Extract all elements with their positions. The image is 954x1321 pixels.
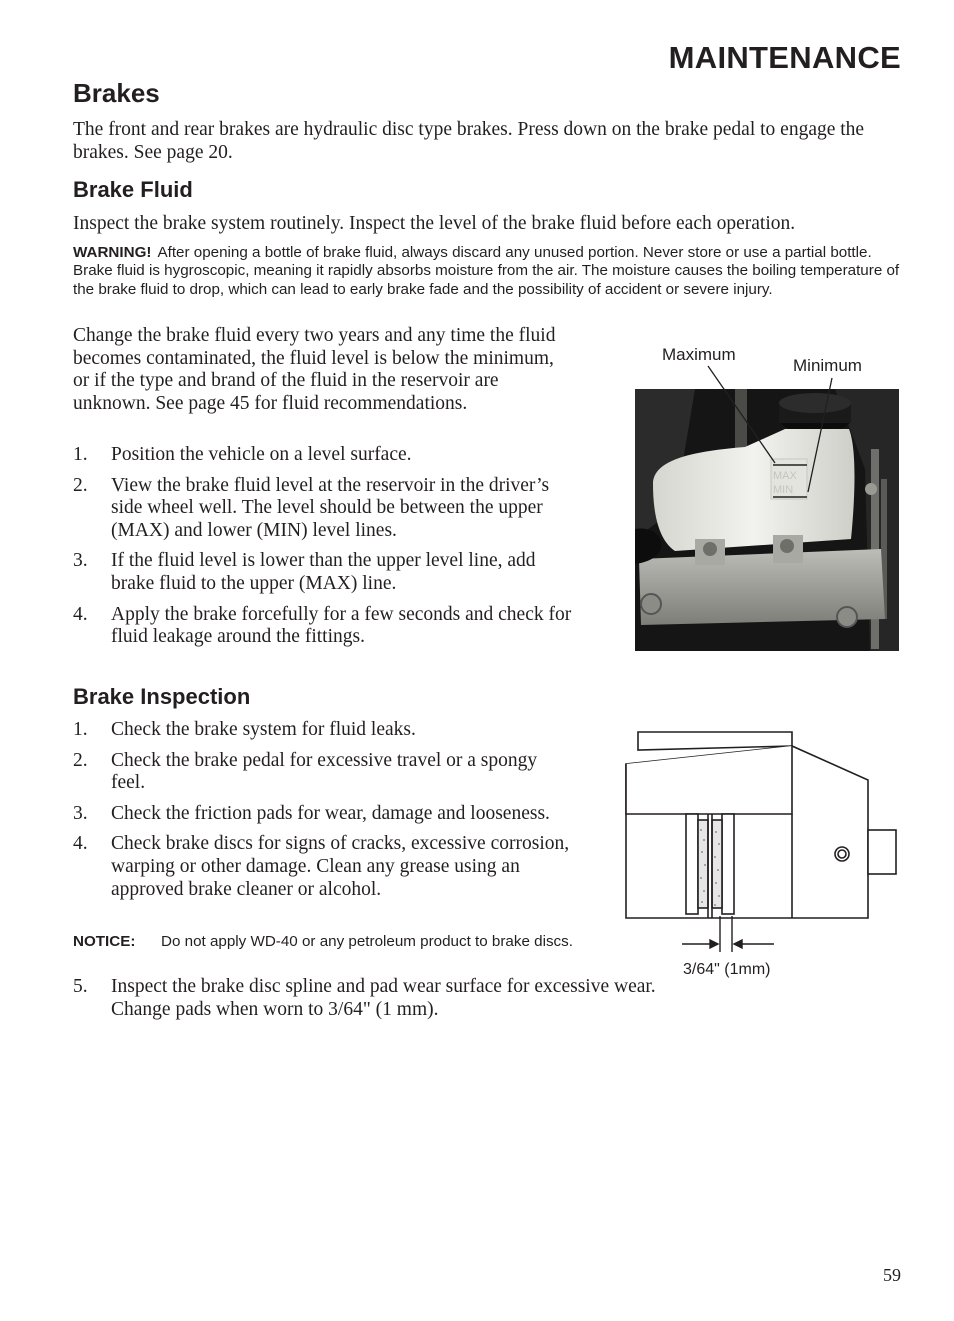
brake-fluid-change-paragraph: Change the brake fluid every two years and any time the fluid becomes contaminated, the fluid level is below the minimum, or if the type and brand of the fluid in the reservoir are unknown. See page 45 for fluid recommendations. bbox=[73, 325, 556, 414]
list-item bbox=[73, 976, 713, 1021]
step-number: 2. bbox=[73, 749, 88, 771]
list-item bbox=[73, 750, 573, 795]
list-item bbox=[73, 833, 573, 901]
reservoir-max-marking: MAX bbox=[773, 470, 797, 482]
list-item bbox=[73, 719, 573, 742]
heading-brake-fluid: Brake Fluid bbox=[73, 177, 193, 202]
brake-fluid-inspect-paragraph: Inspect the brake system routinely. Inspect the level of the brake fluid before each operation. bbox=[73, 213, 796, 234]
step-text: Inspect the brake disc spline and pad wear surface for excessive wear. Change pads when worn to 3/64" (1 mm). bbox=[111, 976, 656, 1020]
reservoir-min-marking: MIN bbox=[773, 484, 794, 496]
step-number: 4. bbox=[73, 603, 88, 625]
step-number: 5. bbox=[73, 976, 88, 997]
step-text: Check brake discs for signs of cracks, excessive corrosion, warping or other damage. Clean any grease using an approved brake cleaner or alcohol. bbox=[111, 833, 570, 900]
section-header: MAINTENANCE bbox=[668, 40, 901, 75]
step-text: Check the brake pedal for excessive travel or a spongy feel. bbox=[111, 749, 538, 794]
list-item bbox=[73, 475, 573, 543]
page-number: 59 bbox=[883, 1265, 901, 1285]
figure-label-minimum: Minimum bbox=[793, 356, 862, 375]
step-number: 2. bbox=[73, 474, 88, 496]
step-number: 3. bbox=[73, 802, 88, 824]
step-text: Position the vehicle on a level surface. bbox=[111, 444, 412, 465]
figure-leader-lines bbox=[600, 330, 930, 530]
brake-inspection-steps bbox=[73, 719, 573, 909]
warning-block bbox=[73, 244, 903, 299]
brake-caliper-diagram bbox=[600, 720, 920, 960]
warning-label: WARNING! bbox=[73, 244, 152, 261]
list-item bbox=[73, 550, 573, 595]
heading-brake-inspection: Brake Inspection bbox=[73, 684, 251, 709]
step-number: 4. bbox=[73, 833, 88, 855]
notice-label: NOTICE: bbox=[73, 933, 136, 950]
step-number: 3. bbox=[73, 550, 88, 572]
brakes-intro-paragraph: The front and rear brakes are hydraulic disc type brakes. Press down on the brake pedal to engage the brakes. See page 20. bbox=[73, 119, 865, 163]
step-number: 1. bbox=[73, 444, 88, 465]
warning-text: After opening a bottle of brake fluid, always discard any unused portion. Never store or use a partial bottle. Brake fluid is hygroscopic, meaning it rapidly absorbs moisture from the air. The moisture causes the boiling temperature of the brake fluid to drop, which can lead to early brake fade and the possibility of accident or severe injury. bbox=[73, 244, 900, 298]
step-text: If the fluid level is lower than the upper level line, add brake fluid to the upper (MAX) line. bbox=[111, 550, 536, 594]
list-item bbox=[73, 444, 573, 467]
brake-fluid-steps bbox=[73, 444, 573, 657]
step-number: 1. bbox=[73, 719, 88, 740]
step-text: Check the friction pads for wear, damage and looseness. bbox=[111, 802, 550, 824]
notice-block bbox=[73, 933, 573, 951]
notice-text: Do not apply WD-40 or any petroleum product to brake discs. bbox=[161, 933, 573, 950]
figure-label-maximum: Maximum bbox=[662, 345, 736, 364]
step-text: Apply the brake forcefully for a few seconds and check for fluid leakage around the fittings. bbox=[111, 603, 572, 648]
brake-inspection-step-5 bbox=[73, 976, 713, 1021]
caliper-dimension-label: 3/64" (1mm) bbox=[683, 961, 771, 978]
step-text: View the brake fluid level at the reservoir in the driver’s side wheel well. The level should be between the upper (MAX) and lower (MIN) level lines. bbox=[111, 474, 550, 541]
heading-brakes: Brakes bbox=[73, 78, 160, 108]
list-item bbox=[73, 604, 573, 649]
list-item bbox=[73, 803, 573, 826]
step-text: Check the brake system for fluid leaks. bbox=[111, 719, 416, 740]
